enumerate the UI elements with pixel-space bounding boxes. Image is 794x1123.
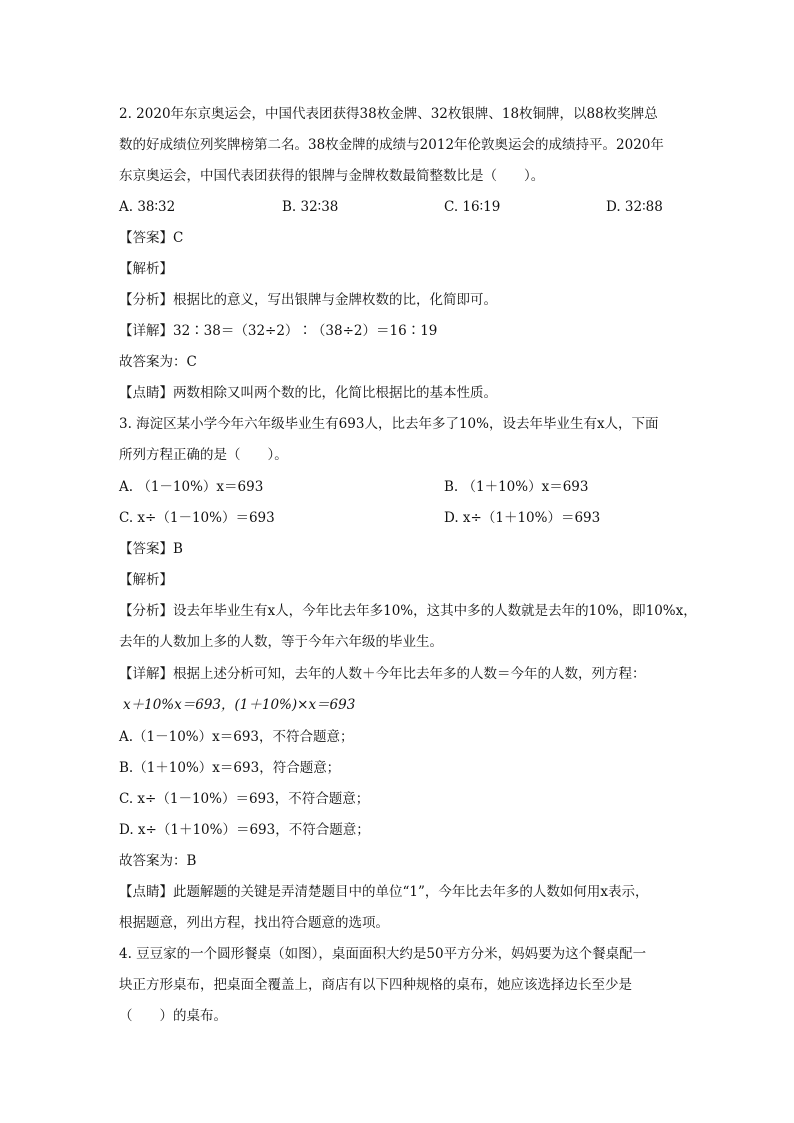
q3-final-answer: 故答案为：B bbox=[119, 853, 197, 869]
q2-stem-line-2: 数的好成绩位列奖牌榜第二名。38枚金牌的成绩与2012年伦敦奥运会的成绩持平。2020年 bbox=[119, 137, 664, 153]
q3-analysis-line-1: 【分析】设去年毕业生有x人，今年比去年多10%，这其中多的人数就是去年的10%，即10%x， bbox=[119, 603, 697, 619]
q3-check-c: C. x÷（1－10%）＝693，不符合题意； bbox=[119, 791, 370, 807]
q2-answer: 【答案】C bbox=[119, 230, 184, 246]
q4-stem-line-3: （ ）的桌布。 bbox=[119, 1008, 227, 1024]
q3-option-a: A. （1－10%）x＝693 bbox=[119, 479, 264, 495]
q3-tip-line-1: 【点睛】此题解题的关键是弄清楚题目中的单位“1”，今年比去年多的人数如何用x表示， bbox=[119, 884, 649, 900]
q2-stem-line-1: 2. 2020年东京奥运会，中国代表团获得38枚金牌、32枚银牌、18枚铜牌，以88枚奖牌总 bbox=[119, 106, 658, 122]
q3-check-a: A.（1－10%）x＝693，不符合题意； bbox=[119, 729, 354, 745]
q3-detail: 【详解】根据上述分析可知，去年的人数＋今年比去年多的人数＝今年的人数，列方程： bbox=[119, 666, 646, 682]
q3-check-d: D. x÷（1＋10%）＝693，不符合题意； bbox=[119, 822, 370, 838]
q2-final-answer: 故答案为：C bbox=[119, 354, 197, 370]
q3-option-c: C. x÷（1－10%）＝693 bbox=[119, 510, 275, 526]
q3-stem-line-1: 3. 海淀区某小学今年六年级毕业生有693人，比去年多了10%，设去年毕业生有x人，下面 bbox=[119, 416, 659, 432]
q2-option-d: D. 32∶88 bbox=[606, 199, 663, 215]
q3-tip-line-2: 根据题意，列出方程，找出符合题意的选项。 bbox=[119, 915, 389, 931]
q2-stem-line-3: 东京奥运会，中国代表团获得的银牌与金牌枚数最简整数比是（ ）。 bbox=[119, 168, 545, 184]
q2-tip: 【点睛】两数相除又叫两个数的比，化简比根据比的基本性质。 bbox=[119, 385, 497, 401]
q3-analysis-heading: 【解析】 bbox=[119, 572, 173, 588]
q4-stem-line-1: 4. 豆豆家的一个圆形餐桌（如图），桌面面积大约是50平方分米，妈妈要为这个餐桌配一 bbox=[119, 946, 647, 962]
q2-analysis: 【分析】根据比的意义，写出银牌与金牌枚数的比，化简即可。 bbox=[119, 292, 497, 308]
q3-analysis-line-2: 去年的人数加上多的人数，等于今年六年级的毕业生。 bbox=[119, 634, 443, 650]
q3-answer: 【答案】B bbox=[119, 541, 183, 557]
q2-option-c: C. 16∶19 bbox=[444, 199, 501, 215]
q2-option-a: A. 38∶32 bbox=[119, 199, 176, 215]
q2-analysis-heading: 【解析】 bbox=[119, 261, 173, 277]
q2-option-b: B. 32∶38 bbox=[282, 199, 339, 215]
q4-stem-line-2: 块正方形桌布，把桌面全覆盖上，商店有以下四种规格的桌布，她应该选择边长至少是 bbox=[119, 977, 632, 993]
q3-equation: x＋10%x＝693，(1＋10%)×x＝693 bbox=[123, 697, 356, 713]
q3-option-d: D. x÷（1＋10%）＝693 bbox=[444, 510, 601, 526]
q3-check-b: B.（1＋10%）x＝693，符合题意； bbox=[119, 760, 341, 776]
q3-stem-line-2: 所列方程正确的是（ ）。 bbox=[119, 447, 288, 463]
q3-option-b: B. （1＋10%）x＝693 bbox=[444, 479, 589, 495]
q2-detail: 【详解】32∶38＝（32÷2）∶（38÷2）＝16∶19 bbox=[119, 323, 438, 339]
